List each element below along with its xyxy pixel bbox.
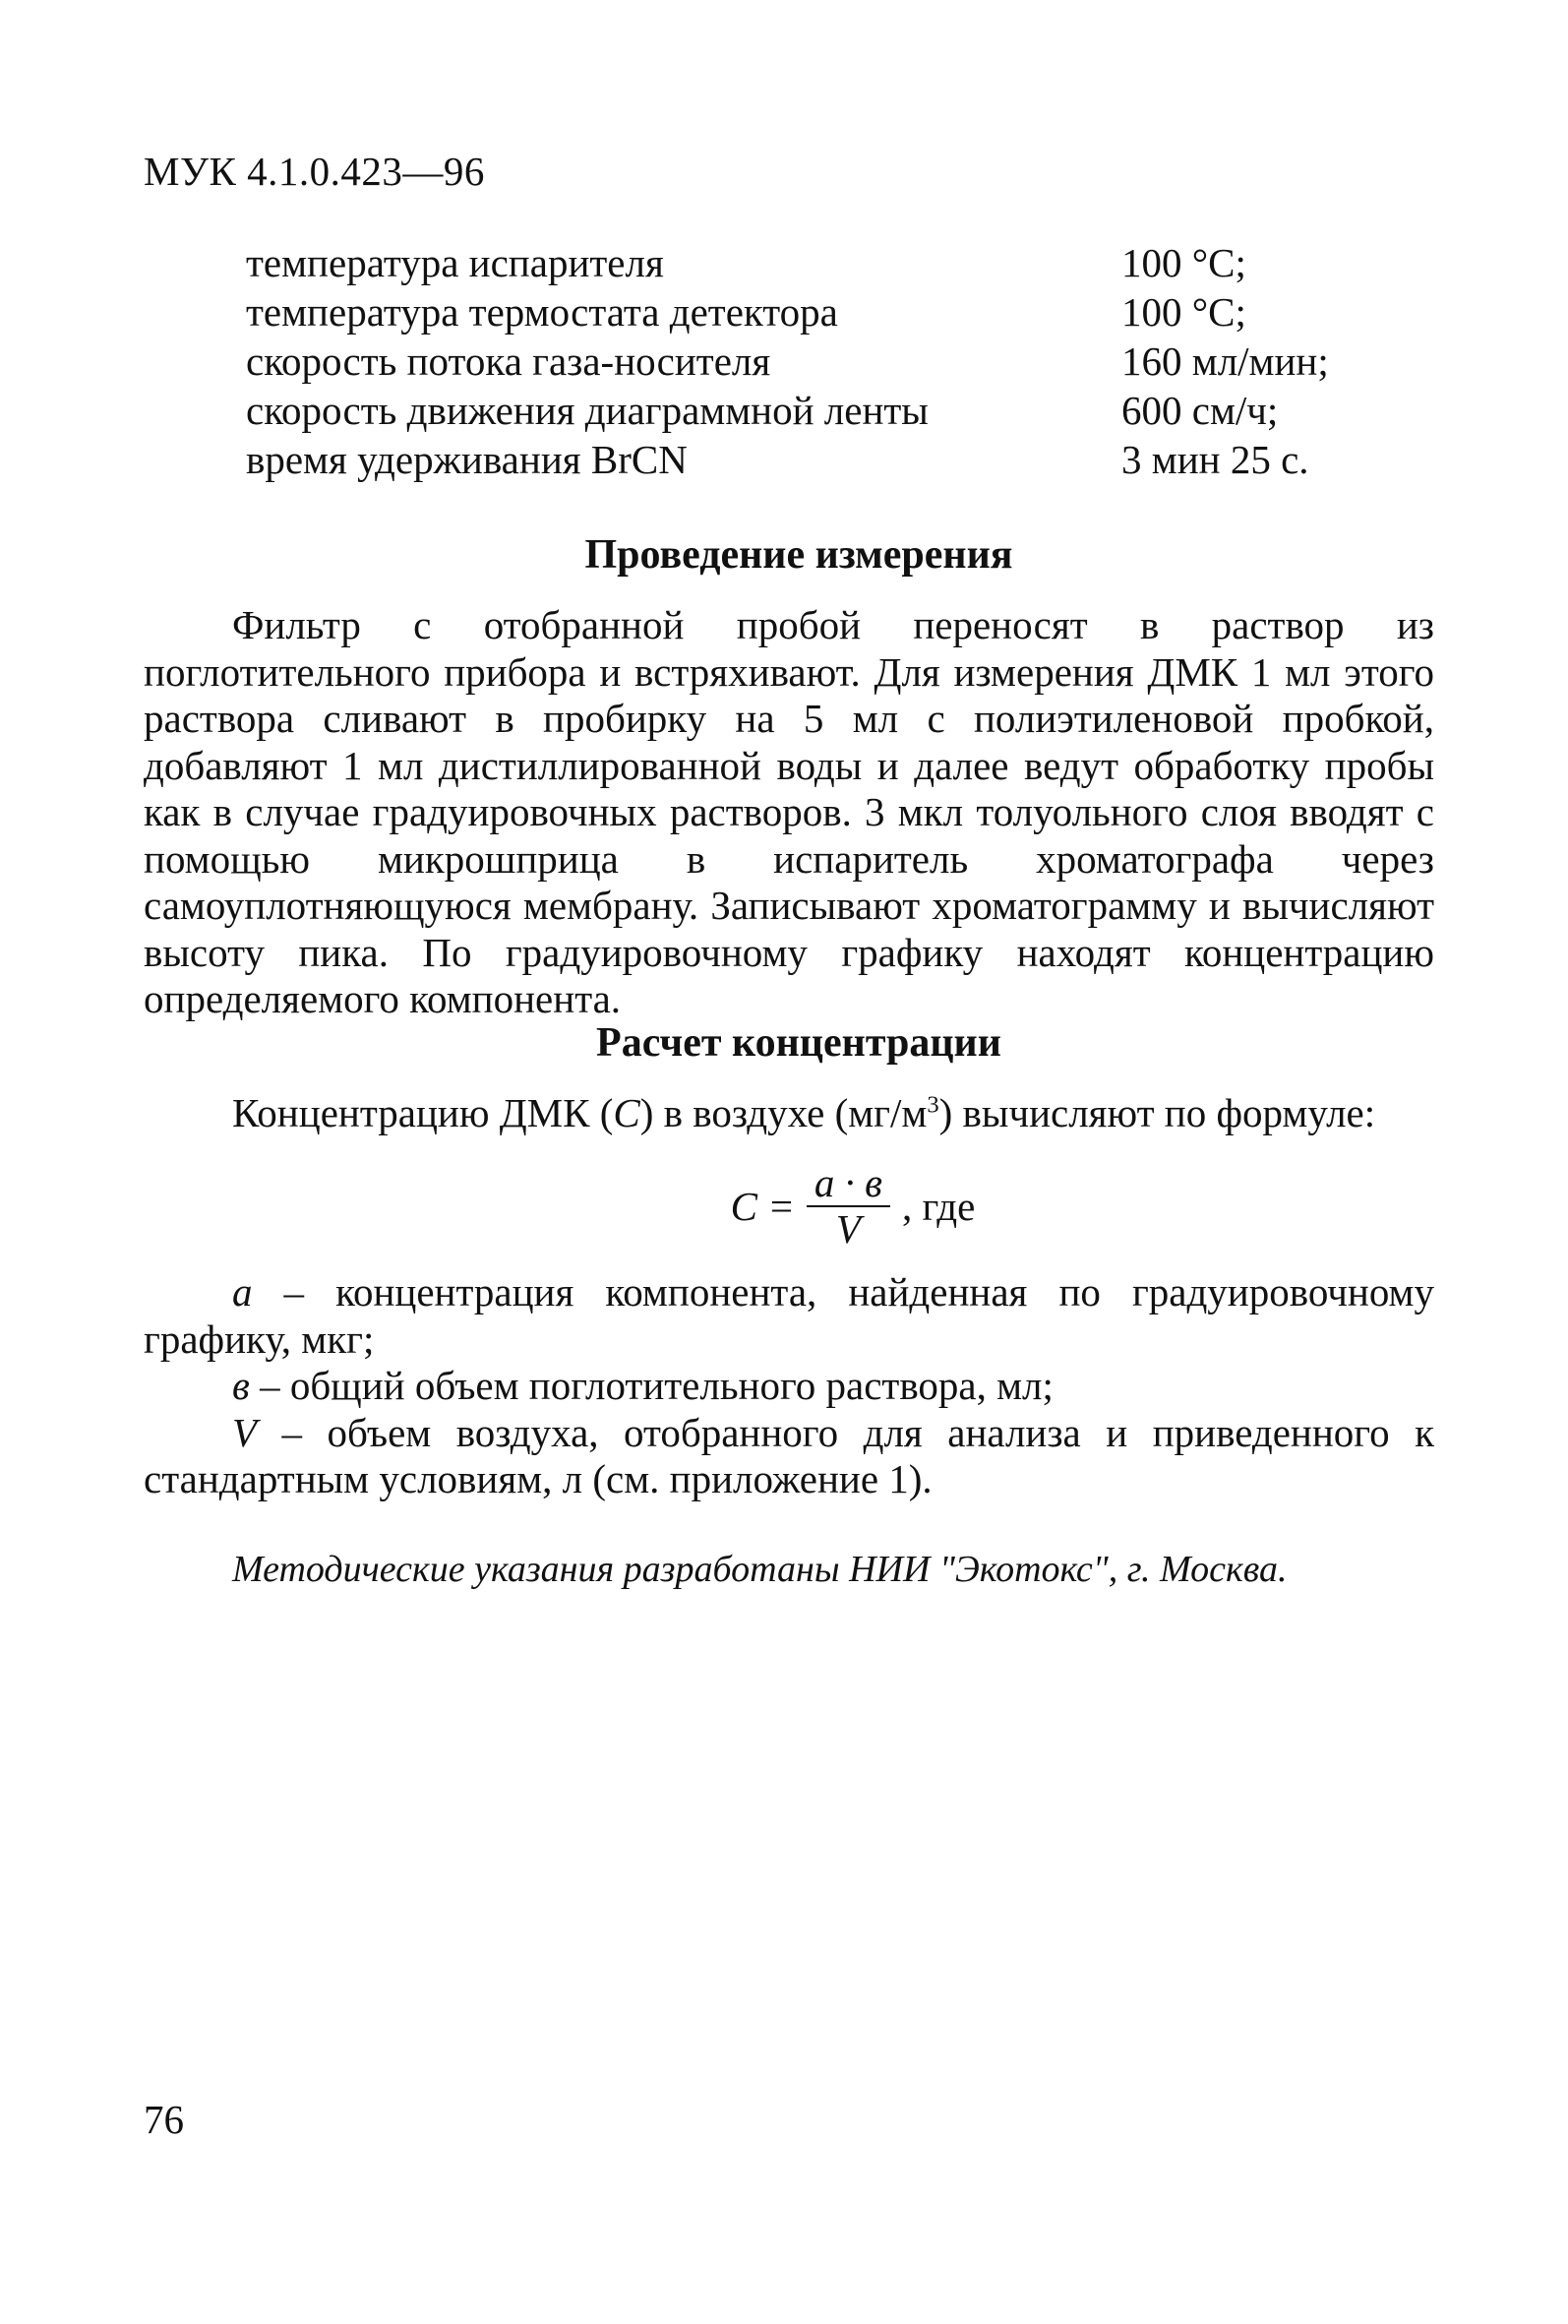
variable-definitions — [144, 1269, 1434, 1503]
measurement-heading: Проведение измерения — [584, 532, 1013, 578]
document-code: МУК 4.1.0.423—96 — [144, 149, 485, 194]
measurement-paragraph: Фильтр с отобранной пробой переносят в раствор из поглотительного прибора и встряхивают. Для измерения ДМК 1 мл этого раствора сливают в пробирку на 5 мл с полиэтиленовой пробкой, добавляют 1 мл дистиллированной воды и далее ведут обработку пробы как в случае градуировочных растворов. 3 мкл толуольного слоя вводят с помощью микрошприца в испаритель хроматографа через самоуплотняющуюся мембрану. Записывают хроматограмму и вычисляют высоту пика. По градуировочному графику находят концентрацию определяемого компонента. — [144, 602, 1434, 1021]
intro-variable: С — [613, 1090, 640, 1135]
concentration-formula — [0, 1161, 1568, 1252]
parameter-value: 3 мин 25 с. — [1121, 437, 1309, 482]
definition-symbol: а — [232, 1269, 253, 1315]
calculation-intro — [144, 1090, 1434, 1137]
calculation-heading: Расчет концентрации — [596, 1020, 1001, 1066]
parameter-name: скорость потока газа-носителя — [246, 338, 771, 384]
intro-text-after: ) вычисляют по формуле: — [938, 1090, 1376, 1135]
definition-symbol: в — [232, 1363, 250, 1408]
credits-note: Методические указания разработаны НИИ "Экотокс", г. Москва. — [232, 1549, 1288, 1590]
parameter-row — [246, 238, 1367, 287]
formula-denominator: V — [835, 1206, 861, 1253]
definition-text: – концентрация компонента, найденная по градуировочному графику, мкг; — [144, 1269, 1434, 1362]
parameter-value: 600 см/ч; — [1121, 388, 1279, 433]
parameter-value: 100 °С; — [1121, 289, 1246, 335]
intro-text-middle: ) в воздухе (мг/м — [639, 1090, 928, 1135]
intro-superscript: 3 — [927, 1091, 939, 1119]
formula-lhs: С = — [730, 1184, 795, 1230]
parameter-row — [246, 386, 1367, 435]
parameter-value: 160 мл/мин; — [1121, 338, 1329, 384]
definition-item — [144, 1269, 1434, 1363]
formula-suffix: , где — [901, 1184, 976, 1230]
parameter-row — [246, 287, 1367, 336]
parameter-name: время удерживания BrCN — [246, 437, 688, 482]
definition-symbol: V — [232, 1409, 258, 1455]
formula-fraction — [807, 1161, 890, 1252]
intro-text-before: Концентрацию ДМК ( — [232, 1090, 614, 1135]
parameter-name: скорость движения диаграммной ленты — [246, 388, 929, 433]
page-number: 76 — [144, 2097, 184, 2142]
definition-item — [144, 1410, 1434, 1503]
parameter-name: температура испарителя — [246, 240, 664, 285]
definition-text: – общий объем поглотительного раствора, мл; — [249, 1363, 1054, 1408]
parameter-row — [246, 336, 1367, 386]
parameter-value: 100 °С; — [1121, 240, 1246, 285]
parameter-list — [246, 238, 1367, 484]
parameter-name: температура термостата детектора — [246, 289, 838, 335]
parameter-row — [246, 435, 1367, 484]
formula-numerator: а · в — [807, 1161, 890, 1207]
definition-text: – объем воздуха, отобранного для анализа и приведенного к стандартным условиям, л (см. приложение 1). — [144, 1409, 1434, 1501]
definition-item — [144, 1363, 1434, 1410]
